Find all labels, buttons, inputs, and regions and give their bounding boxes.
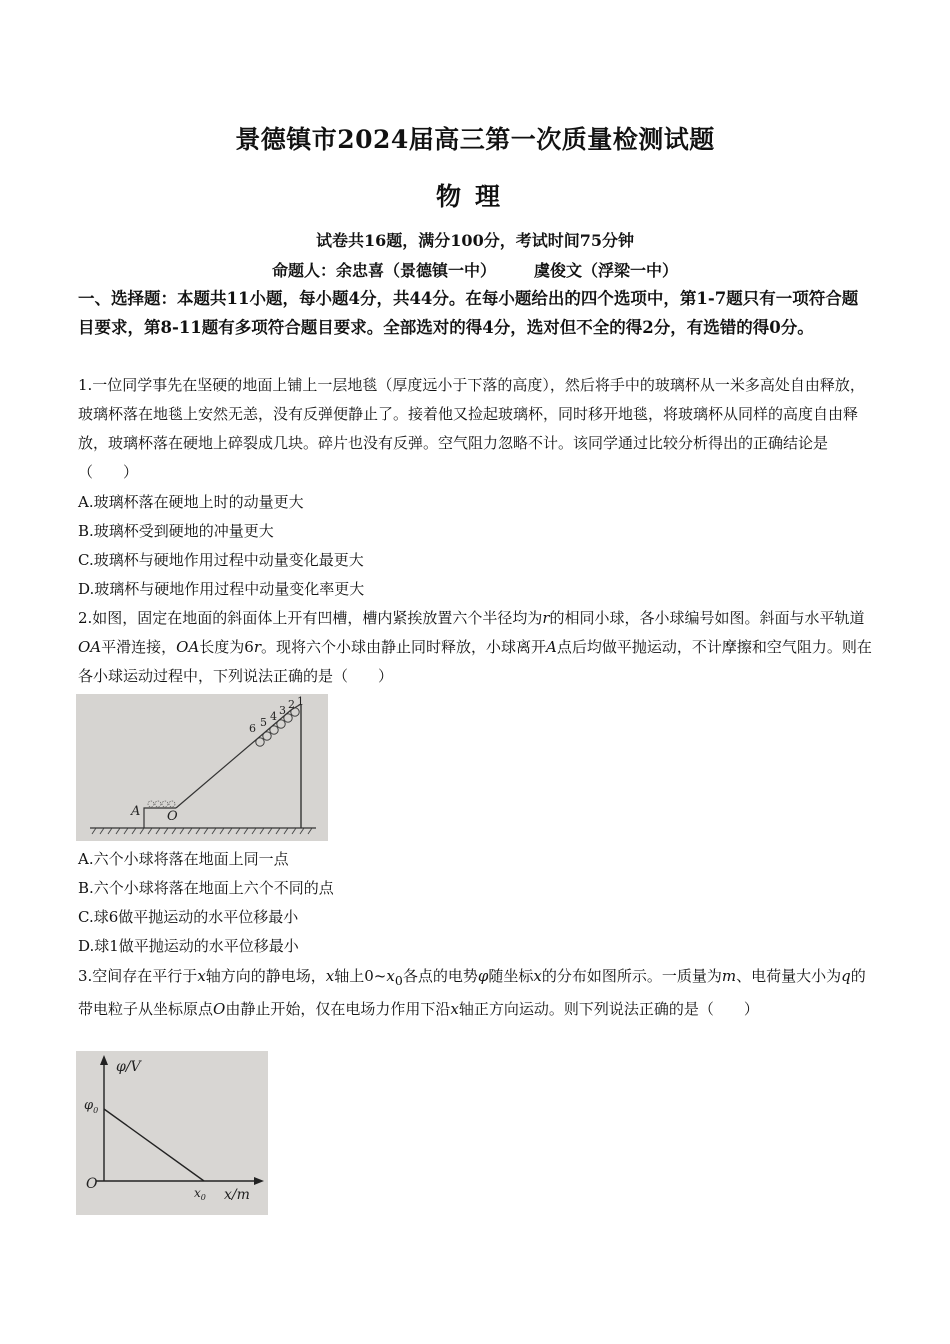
q1-option-d: D.玻璃杯与硬地作用过程中动量变化率更大 [78,580,365,598]
q3-potential-figure [76,1051,268,1215]
q3-text: 随坐标 [488,967,534,985]
authors-line [0,258,950,281]
q3-text: 由静止开始，仅在电场力作用下沿 [225,1000,451,1018]
q3-text: 各点的电势 [402,967,478,985]
q2-text: 平滑连接， [101,638,177,656]
question-3-stem [78,962,873,1024]
author-1: 命题人：余忠喜（景德镇一中） [271,261,496,280]
q2-var: OA [176,638,200,656]
q3-text: 、电荷量大小为 [736,967,842,985]
q3-sub: 0 [394,973,403,988]
q3-var: x [325,967,335,985]
question-1-stem: 1.一位同学事先在坚硬的地面上铺上一层地毯（厚度远小于下落的高度），然后将手中的玻璃杯从一米多高处自由释放，玻璃杯落在地毯上安然无恙，没有反弹便静止了。接着他又捡起玻璃杯，同时移开地毯，将玻璃杯从同样的高度自由释放，玻璃杯落在硬地上碎裂成几块。碎片也没有反弹。空气阻力忽略不计。该同学通过比较分析得出的正确结论是（ ） [78,376,865,481]
q3-text: 轴方向的静电场， [205,967,326,985]
q2-option-b: B.六个小球将落在地面上六个不同的点 [78,879,334,897]
x0-symbol: x [194,1186,201,1200]
subject-title: 物理 [435,182,514,211]
q2-text: 2.如图，固定在地面的斜面体上开有凹槽，槽内紧挨放置六个半径均为 [78,609,543,627]
q2-var: r [253,638,262,656]
question-2-stem [78,604,873,691]
ball-label-3: 3 [279,704,286,717]
q2-text: 。现将六个小球由静止同时释放，小球离开 [261,638,547,656]
label-o: O [167,809,178,824]
q3-var: x [197,967,206,985]
section-instructions: 一、选择题：本题共11小题，每小题4分，共44分。在每小题给出的四个选项中，第1-7题只有一项符合题目要求，第8-11题有多项符合题目要求。全部选对的得4分，选对但不全的得2分，有选错的得0分。 [78,289,859,337]
q3-var: x [450,1000,459,1018]
q2-var: r [542,609,550,627]
q2-option-a: A.六个小球将落在地面上同一点 [78,850,289,868]
q3-text: 轴上0~ [334,967,387,985]
q3-var: x [533,967,542,985]
q3-var: q [841,967,851,985]
q2-option-c: C.球6做平抛运动的水平位移最小 [78,908,299,926]
author-2: 虞俊文（浮梁一中） [534,261,679,280]
q1-option-a: A.玻璃杯落在硬地上时的动量更大 [78,493,304,511]
q3-var: O [213,1000,226,1018]
origin-label: O [86,1176,98,1192]
q3-text: 的分布如图所示。一质量为 [541,967,722,985]
q3-var: x [386,967,395,985]
label-a: A [131,804,141,819]
q2-var: OA [78,638,102,656]
q2-var: A [546,638,557,656]
ball-label-6: 6 [249,722,256,735]
q2-text: 的相同小球，各小球编号如图。斜面与水平轨道 [549,609,865,627]
q3-text: 3.空间存在平行于 [78,967,198,985]
q2-incline-figure [76,694,328,841]
ball-label-2: 2 [288,698,295,711]
q2-text: 点后均做平抛运动，不计摩擦和空气阻力。则在各小球运动过程中，下列说法正确的是（ ） [78,638,872,685]
phi0-sub: 0 [93,1106,99,1115]
ball-label-4: 4 [270,710,277,723]
phi0-symbol: φ [84,1098,94,1113]
q2-text: 长度为6 [199,638,254,656]
ball-label-5: 5 [260,716,267,729]
q3-text: 的带电粒子从坐标原点 [78,967,866,1018]
q1-option-c: C.玻璃杯与硬地作用过程中动量变化最更大 [78,551,364,569]
q1-option-b: B.玻璃杯受到硬地的冲量更大 [78,522,274,540]
x-axis-label: x/m [224,1187,250,1203]
q3-var: m [721,967,737,985]
y-axis-label: φ/V [116,1059,141,1075]
x0-sub: 0 [200,1193,206,1202]
exam-title: 景德镇市2024届高三第一次质量检测试题 [235,125,715,154]
q3-text: 轴正方向运动。则下列说法正确的是（ ） [458,1000,759,1018]
q2-option-d: D.球1做平抛运动的水平位移最小 [78,937,299,955]
ball-label-1: 1 [297,695,304,708]
exam-info: 试卷共16题，满分100分，考试时间75分钟 [316,231,634,250]
q3-var: φ [477,967,489,985]
